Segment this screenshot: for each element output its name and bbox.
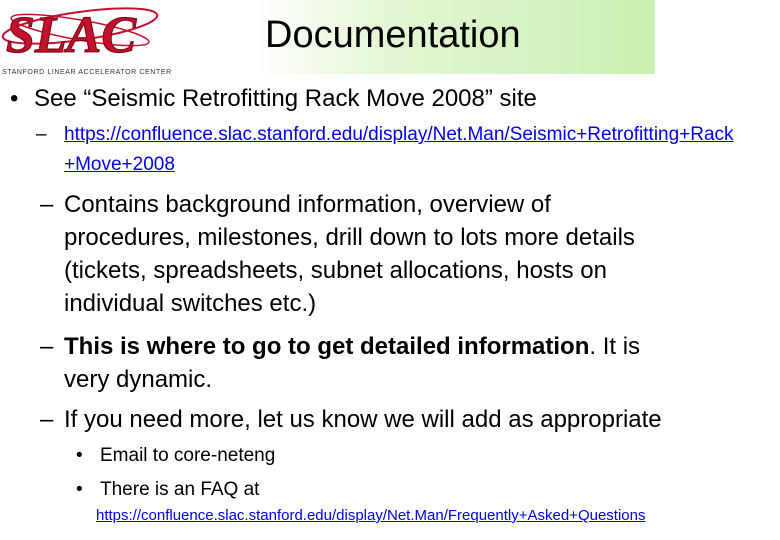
where-rest-text: . It is [589, 333, 641, 360]
email-item-text: Email to core-neteng [100, 445, 276, 466]
dash-marker: – [40, 406, 54, 433]
svg-text:SLAC: SLAC [6, 7, 137, 64]
retrofit-link-line2[interactable]: +Move+2008 [64, 154, 175, 175]
faq-item-text: There is an FAQ at [100, 479, 260, 500]
where-line1 [64, 330, 640, 363]
contains-line: (tickets, spreadsheets, subnet allocations, hosts on [64, 257, 607, 284]
more-text: If you need more, let us know we will add as appropriate [64, 406, 662, 433]
retrofit-link-line1[interactable]: https://confluence.slac.stanford.edu/display/Net.Man/Seismic+Retrofitting+Rack [64, 124, 734, 145]
contains-line: procedures, milestones, drill down to lots more details [64, 224, 635, 251]
dash-marker: – [40, 333, 54, 360]
page-title: Documentation [265, 14, 521, 56]
contains-line: Contains background information, overview of [64, 191, 551, 218]
contains-line: individual switches etc.) [64, 290, 317, 317]
svg-text:STANFORD LINEAR ACCELERATOR CE: STANFORD LINEAR ACCELERATOR CENTER [2, 69, 172, 76]
where-bold-text: This is where to go to get detailed information [64, 333, 590, 360]
main-bullet-text: See “Seismic Retrofitting Rack Move 2008” site [34, 85, 537, 112]
sub-bullet-marker: • [76, 445, 83, 466]
sub-bullet-marker: • [76, 479, 83, 500]
slac-logo [0, 0, 178, 78]
dash-marker: – [36, 124, 47, 145]
title-band [250, 0, 655, 74]
dash-marker: – [40, 191, 54, 218]
faq-link[interactable]: https://confluence.slac.stanford.edu/display/Net.Man/Frequently+Asked+Questions [96, 507, 646, 524]
bullet-marker: • [10, 85, 19, 112]
where-line2: very dynamic. [64, 366, 213, 393]
